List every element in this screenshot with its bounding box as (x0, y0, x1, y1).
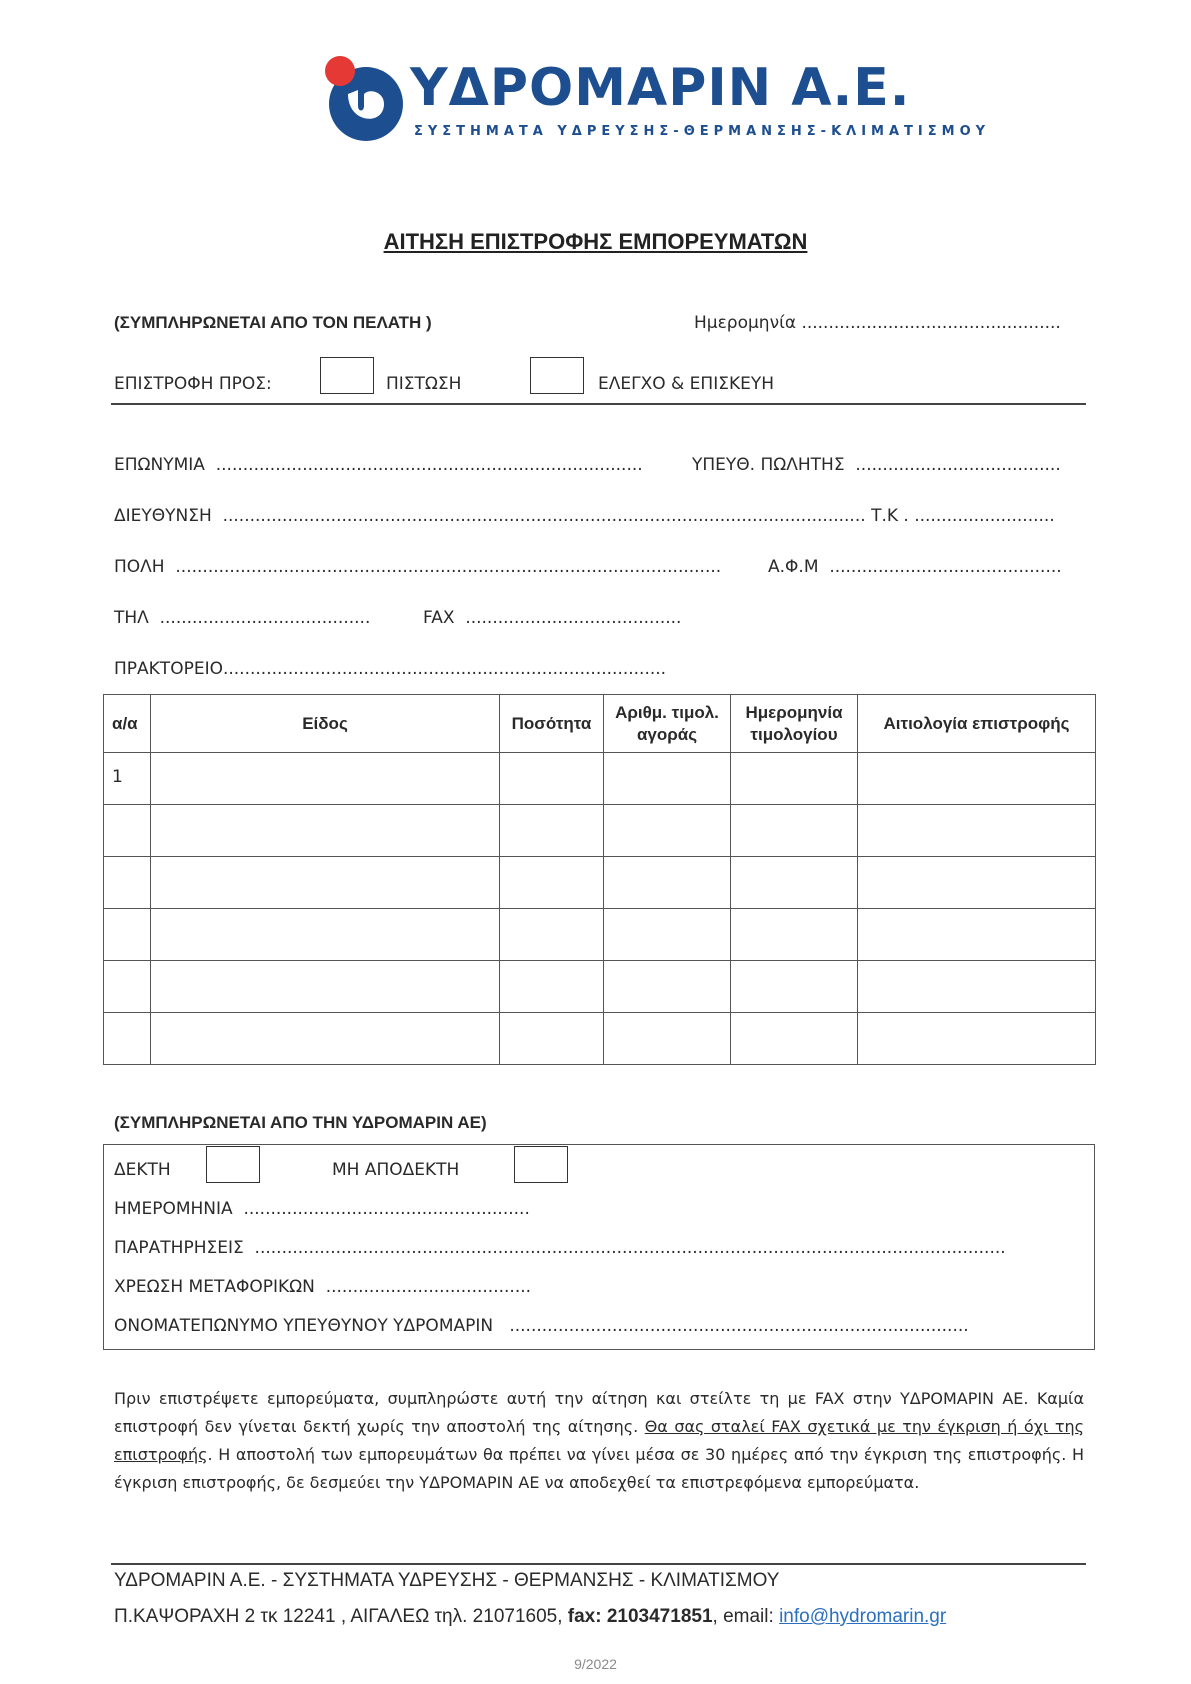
table-cell[interactable] (731, 961, 858, 1013)
seller-row (692, 455, 1061, 475)
table-cell[interactable] (731, 909, 858, 961)
table-row (104, 909, 1096, 961)
zip-field[interactable]: .......................... (914, 506, 1055, 526)
date-label-text: Ημερομηνία (694, 313, 797, 333)
table-cell[interactable]: 1 (104, 753, 151, 805)
table-cell[interactable] (604, 961, 731, 1013)
fax-row (423, 608, 681, 628)
accepted-checkbox[interactable] (206, 1146, 260, 1183)
table-header-row (104, 695, 1096, 753)
seller-field[interactable]: ...................................... (855, 455, 1061, 475)
table-cell[interactable] (858, 1013, 1096, 1065)
shipping-charge-row (114, 1277, 531, 1297)
vat-label: Α.Φ.Μ (768, 557, 819, 577)
table-cell[interactable] (500, 909, 604, 961)
table-cell[interactable] (500, 857, 604, 909)
brand-tagline: ΣΥΣΤΗΜΑΤΑ ΥΔΡΕΥΣΗΣ-ΘΕΡΜΑΝΣΗΣ-ΚΛΙΜΑΤΙΣΜΟΥ (414, 124, 991, 139)
footer-contact-line (114, 1606, 946, 1628)
phone-field[interactable]: ....................................... (159, 608, 371, 628)
column-header: Ποσότητα (500, 695, 604, 753)
notes-field[interactable]: ........................................................................................................................................... (254, 1238, 1006, 1258)
table-row (104, 1013, 1096, 1065)
company-logo (318, 54, 991, 150)
phone-label: ΤΗΛ (114, 608, 149, 628)
column-header: Είδος (151, 695, 500, 753)
date-field[interactable]: ................................................ (801, 313, 1061, 333)
table-cell[interactable] (604, 857, 731, 909)
table-cell[interactable] (500, 753, 604, 805)
table-cell[interactable] (151, 1013, 500, 1065)
city-label: ΠΟΛΗ (114, 557, 165, 577)
vat-field[interactable]: ........................................... (829, 557, 1062, 577)
table-cell[interactable] (858, 753, 1096, 805)
table-cell[interactable] (151, 909, 500, 961)
agency-field[interactable]: .................................................................................. (222, 659, 667, 679)
phone-row (114, 608, 370, 628)
items-table (103, 694, 1096, 1065)
credit-checkbox[interactable] (320, 357, 374, 394)
column-header: Αιτιολογία επιστροφής (858, 695, 1096, 753)
table-cell[interactable] (731, 753, 858, 805)
address-label: ΔΙΕΥΘΥΝΣΗ (114, 506, 212, 526)
table-cell[interactable] (731, 1013, 858, 1065)
table-cell[interactable] (151, 961, 500, 1013)
return-to-label: ΕΠΙΣΤΡΟΦΗ ΠΡΟΣ: (114, 374, 272, 394)
brand-name: ΥΔΡΟΜΑΡΙΝ Α.Ε. (410, 58, 911, 118)
footer-address: Π.ΚΑΨΟΡΑΧΗ 2 τκ 12241 , ΑΙΓΑΛΕΩ τηλ. 21071605, (114, 1606, 568, 1627)
table-cell[interactable] (104, 805, 151, 857)
table-cell[interactable] (104, 857, 151, 909)
fax-field[interactable]: ........................................ (465, 608, 682, 628)
table-cell[interactable] (604, 1013, 731, 1065)
footer-fax: fax: 2103471851 (567, 1606, 713, 1627)
table-cell[interactable] (151, 753, 500, 805)
credit-option-label: ΠΙΣΤΩΣΗ (386, 374, 462, 394)
table-cell[interactable] (151, 805, 500, 857)
return-policy-notice (114, 1385, 1084, 1497)
company-name-field[interactable]: ............................................................................... (215, 455, 643, 475)
shipping-charge-field[interactable]: ...................................... (325, 1277, 532, 1297)
column-header: Αριθμ. τιμολ. αγοράς (604, 695, 731, 753)
table-row (104, 857, 1096, 909)
table-cell[interactable] (858, 909, 1096, 961)
table-cell[interactable] (104, 909, 151, 961)
footer-email-link[interactable]: info@hydromarin.gr (779, 1606, 947, 1627)
agency-label: ΠΡΑΚΤΟΡΕΙΟ (114, 659, 223, 679)
form-version: 9/2022 (574, 1656, 617, 1672)
table-cell[interactable] (858, 805, 1096, 857)
table-row (104, 805, 1096, 857)
table-cell[interactable] (858, 961, 1096, 1013)
review-date-row (114, 1199, 530, 1219)
notes-row (114, 1238, 1006, 1258)
section-divider (111, 403, 1086, 405)
rejected-checkbox[interactable] (514, 1146, 568, 1183)
table-cell[interactable] (731, 805, 858, 857)
review-date-field[interactable]: ..................................................... (243, 1199, 530, 1219)
table-cell[interactable] (104, 961, 151, 1013)
notice-underlined-text: Θα σας σταλεί FAX σχετικά με την έγκριση ή όχι της επιστροφής (114, 1417, 1085, 1464)
table-cell[interactable] (731, 857, 858, 909)
zip-label: Τ.Κ . (871, 506, 909, 526)
repair-checkbox[interactable] (530, 357, 584, 394)
form-title: ΑΙΤΗΣΗ ΕΠΙΣΤΡΟΦΗΣ ΕΜΠΟΡΕΥΜΑΤΩΝ (383, 229, 808, 254)
footer-company-line: ΥΔΡΟΜΑΡΙΝ Α.Ε. - ΣΥΣΤΗΜΑΤΑ ΥΔΡΕΥΣΗΣ - ΘΕΡΜΑΝΣΗΣ - ΚΛΙΜΑΤΙΣΜΟΥ (114, 1570, 780, 1591)
manager-label: ΟΝΟΜΑΤΕΠΩΝΥΜΟ ΥΠΕΥΘΥΝΟΥ ΥΔΡΟΜΑΡΙΝ (114, 1316, 494, 1336)
column-header: Ημερομηνία τιμολογίου (731, 695, 858, 753)
table-cell[interactable] (604, 909, 731, 961)
column-header: α/α (104, 695, 151, 753)
manager-field[interactable]: ..................................................................................... (509, 1316, 969, 1336)
table-cell[interactable] (500, 1013, 604, 1065)
agency-row (114, 659, 666, 679)
notes-label: ΠΑΡΑΤΗΡΗΣΕΙΣ (114, 1238, 244, 1258)
customer-section-heading: (ΣΥΜΠΛΗΡΩΝΕΤΑΙ ΑΠΟ ΤΟΝ ΠΕΛΑΤΗ ) (114, 313, 432, 332)
repair-option-label: ΕΛΕΓΧΟ & ΕΠΙΣΚΕΥΗ (598, 374, 775, 394)
accepted-label: ΔΕΚΤΗ (114, 1160, 171, 1180)
seller-label: ΥΠΕΥΘ. ΠΩΛΗΤΗΣ (692, 455, 845, 475)
vat-row (768, 557, 1062, 577)
table-cell[interactable] (151, 857, 500, 909)
city-field[interactable]: ..................................................................................................... (175, 557, 722, 577)
review-date-label: ΗΜΕΡΟΜΗΝΙΑ (114, 1199, 233, 1219)
table-cell[interactable] (604, 753, 731, 805)
rejected-label: ΜΗ ΑΠΟΔΕΚΤΗ (332, 1160, 460, 1180)
logo-mark-icon (318, 54, 408, 144)
table-row (104, 753, 1096, 805)
table-cell[interactable] (104, 1013, 151, 1065)
fax-label: FAX (423, 608, 455, 628)
shipping-charge-label: ΧΡΕΩΣΗ ΜΕΤΑΦΟΡΙΚΩΝ (114, 1277, 315, 1297)
notice-text: Πριν επιστρέψετε εμπορεύματα, συμπληρώστε αυτή την αίτηση και στείλτε τη με FAX στην ΥΔΡΟΜΑΡΙΝ ΑΕ. Καμία επιστροφή δεν γίνεται δεκτή χωρίς την αποστολή της αίτησης. (114, 1389, 1084, 1436)
company-name-label: ΕΠΩΝΥΜΙΑ (114, 455, 205, 475)
footer-divider (111, 1563, 1086, 1565)
date-label (694, 313, 1061, 333)
footer-email-prefix: , email: (712, 1606, 780, 1627)
address-field[interactable]: ....................................................................................................................... (222, 506, 866, 526)
table-cell[interactable] (500, 961, 604, 1013)
company-name-row (114, 455, 643, 475)
table-cell[interactable] (604, 805, 731, 857)
manager-row (114, 1316, 969, 1336)
address-row (114, 506, 1055, 526)
table-row (104, 961, 1096, 1013)
table-cell[interactable] (858, 857, 1096, 909)
notice-text: . Η αποστολή των εμπορευμάτων θα πρέπει να γίνει μέσα σε 30 ημέρες από την έγκριση της επιστροφής. Η έγκριση επιστροφής, δε δεσμεύει την ΥΔΡΟΜΑΡΙΝ ΑΕ να αποδεχθεί τα επιστρεφόμενα εμπορεύματα. (114, 1445, 1084, 1492)
table-cell[interactable] (500, 805, 604, 857)
company-section-heading: (ΣΥΜΠΛΗΡΩΝΕΤΑΙ ΑΠΟ ΤΗΝ ΥΔΡΟΜΑΡΙΝ ΑΕ) (114, 1113, 487, 1132)
city-row (114, 557, 721, 577)
